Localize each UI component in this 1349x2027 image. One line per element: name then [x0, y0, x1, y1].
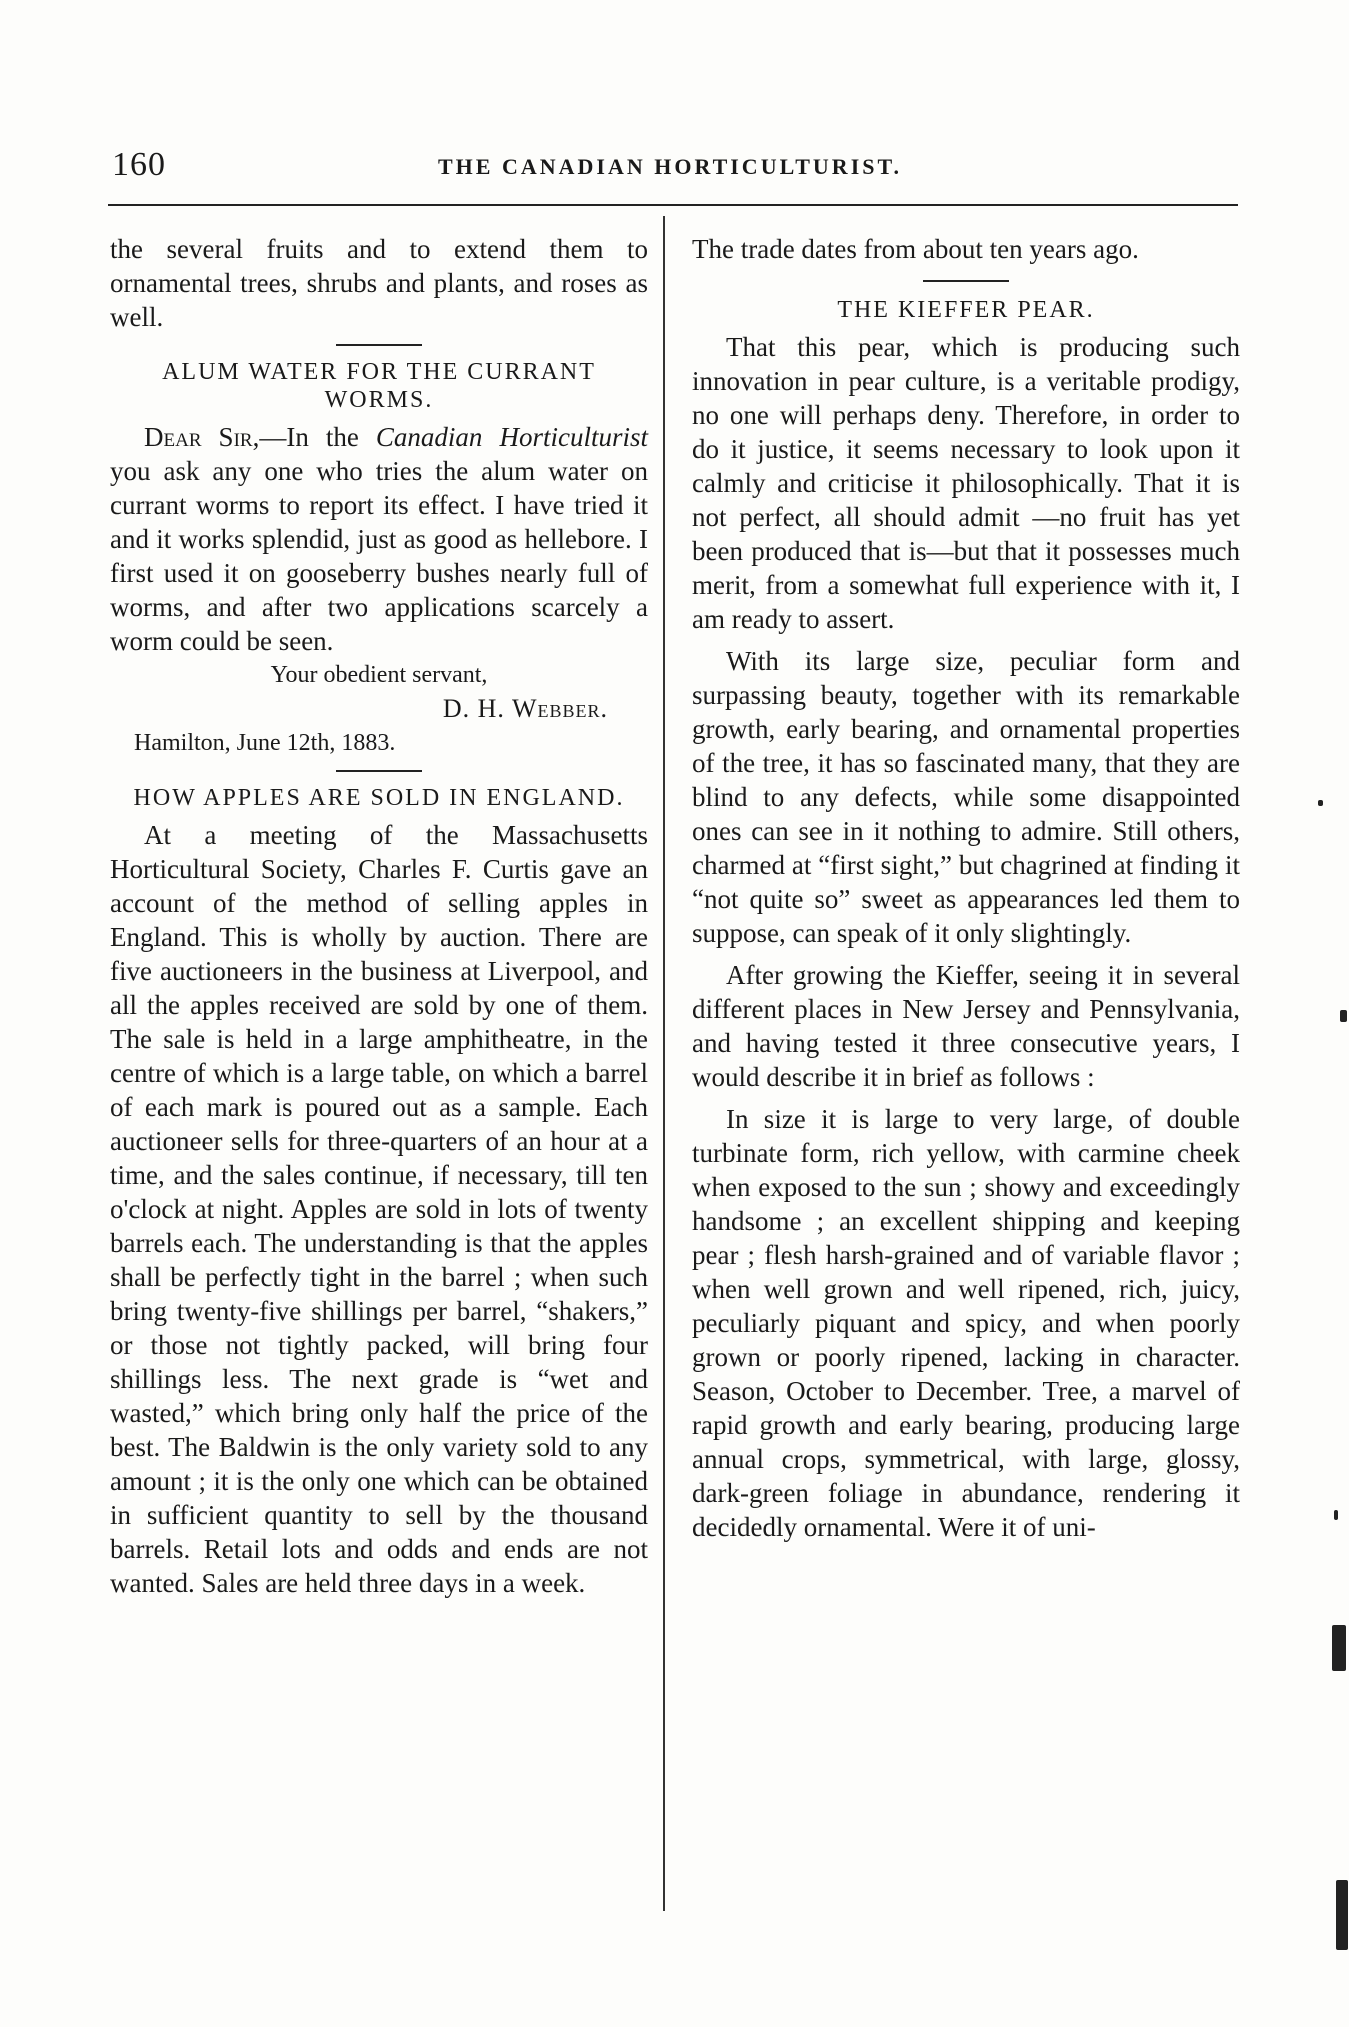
scan-edge-mark — [1336, 1880, 1348, 1950]
intro-paragraph: the several fruits and to extend them to ornamental trees, shrubs and plants, and roses as well. — [110, 234, 648, 332]
article-heading-alum-water: ALUM WATER FOR THE CURRANT WORMS. — [162, 359, 596, 413]
article-heading-kieffer-pear: THE KIEFFER PEAR. — [837, 297, 1095, 323]
scan-edge-mark — [1318, 800, 1323, 806]
letter-signature: D. H. Webber. — [442, 694, 608, 723]
left-column — [110, 232, 648, 1600]
scan-edge-mark — [1340, 1010, 1347, 1022]
section-rule — [336, 344, 422, 346]
article-heading-apples-england: HOW APPLES ARE SOLD IN ENGLAND. — [133, 785, 625, 811]
header-rule — [108, 204, 1238, 206]
section-rule — [336, 770, 422, 772]
page-number: 160 — [112, 146, 166, 183]
letter-salutation: Dear Sir, — [144, 422, 260, 452]
scan-edge-mark — [1332, 1625, 1346, 1671]
kieffer-paragraph-4: In size it is large to very large, of double turbinate form, rich yellow, with carmine cheek when exposed to the sun ; showy and exceedingly handsome ; an excellent shipping and keeping pear ; flesh harsh-grained and of variable flavor ; when well grown and well ripened, rich, juicy, peculiarly piquant and spicy, and when poorly grown or poorly ripened, lacking in character. Season, October to December. Tree, a marvel of rapid growth and early bearing, producing large annual crops, symmetrical, with large, glossy, dark-green foliage in abundance, rendering it decidedly ornamental. Were it of uni- — [692, 1104, 1240, 1542]
letter-dateline: Hamilton, June 12th, 1883. — [134, 730, 396, 756]
column-divider — [663, 216, 665, 1911]
page-header — [108, 140, 1238, 188]
letter-signoff: Your obedient servant, — [270, 662, 488, 688]
italic-publication-title: Canadian Horticulturist — [375, 422, 648, 452]
kieffer-paragraph-3: After growing the Kieffer, seeing it in several different places in New Jersey and Pennsylvania, and having tested it three consecutive years, I would describe it in brief as follows : — [692, 960, 1240, 1092]
scan-edge-mark — [1334, 1510, 1338, 1520]
letter-body-rest: you ask any one who tries the alum water on currant worms to report its effect. I have tried it and it works splendid, just as good as hellebore. I first used it on gooseberry bushes nearly full of worms, and after two applications scarcely a worm could be seen. — [110, 456, 648, 656]
kieffer-paragraph-1: That this pear, which is producing such innovation in pear culture, is a veritable prodigy, no one will perhaps deny. Therefore, in order to do it justice, it seems necessary to look upon it calmly and criticise it philosophically. That it is not perfect, all should admit —no fruit has yet been produced that is—but that it possesses much merit, from a somewhat full experience with it, I am ready to assert. — [692, 332, 1240, 634]
letter-body-lead: —In the — [259, 422, 376, 452]
article-body-apples-england: At a meeting of the Massachusetts Horticultural Society, Charles F. Curtis gave an account of the method of selling apples in England. This is wholly by auction. There are five auctioneers in the business at Liverpool, and all the apples received are sold by one of them. The sale is held in a large amphitheatre, in the centre of which is a large table, on which a barrel of each mark is poured out as a sample. Each auctioneer sells for three-quarters of an hour at a time, and the sales continue, if necessary, till ten o'clock at night. Apples are sold in lots of twenty barrels each. The understanding is that the apples shall be perfectly tight in the barrel ; when such bring twenty-five shillings per barrel, “shakers,” or those not tightly packed, will bring four shillings less. The next grade is “wet and wasted,” which bring only half the price of the best. The Baldwin is the only variety sold to any amount ; it is the only one which can be obtained in sufficient quantity to sell by the thousand barrels. Retail lots and odds and ends are not wanted. Sales are held three days in a week. — [110, 820, 648, 1598]
letter-body — [110, 420, 648, 658]
kieffer-paragraph-2: With its large size, peculiar form and surpassing beauty, together with its remarkable growth, early bearing, and ornamental properties of the tree, it has so fascinated many, that they are blind to any defects, while some disappointed ones can see in it nothing to admire. Still others, charmed at “first sight,” but chagrined at finding it “not quite so” sweet as appearances led them to suppose, can speak of it only slightingly. — [692, 646, 1240, 948]
continued-paragraph: The trade dates from about ten years ago. — [692, 234, 1139, 264]
running-title: THE CANADIAN HORTICULTURIST. — [438, 154, 903, 179]
right-column — [692, 232, 1240, 1544]
section-rule — [923, 280, 1009, 282]
